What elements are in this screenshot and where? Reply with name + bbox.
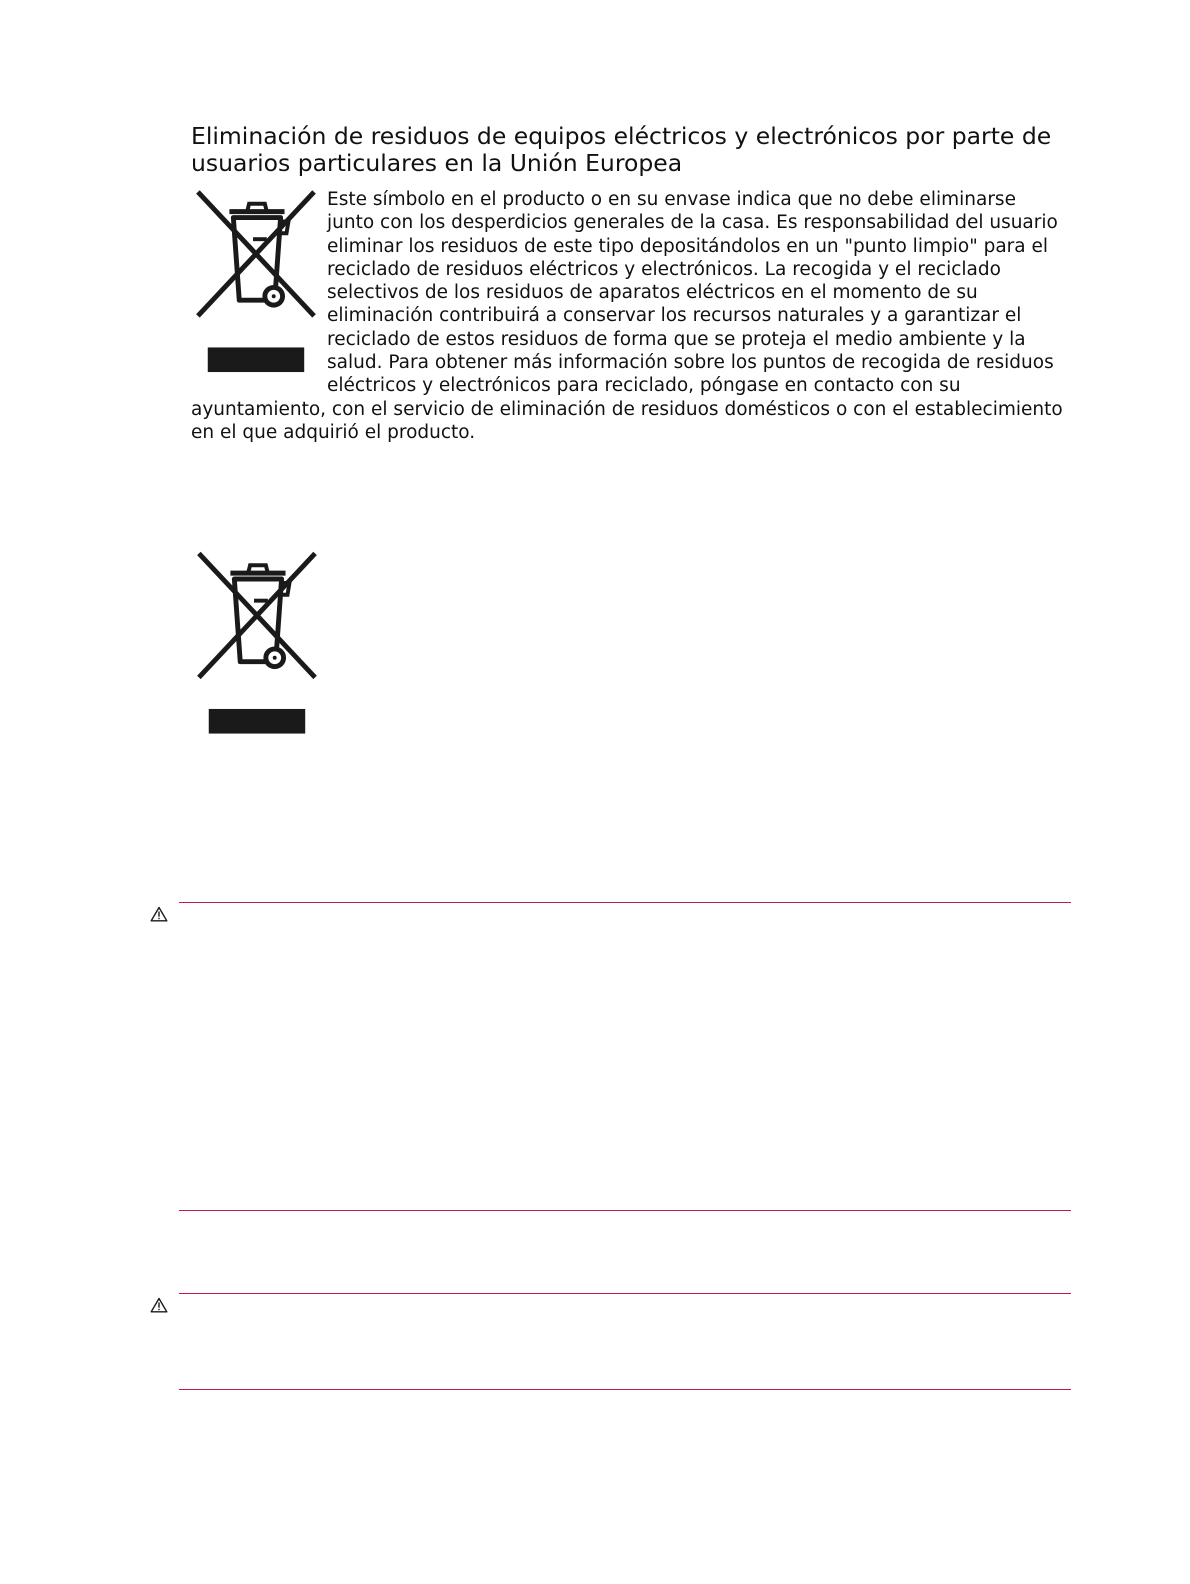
caution-box-top-rule (179, 1293, 1071, 1294)
caution-box (179, 906, 1071, 1206)
crossed-out-wheelie-bin-icon (191, 188, 319, 375)
caution-box-bottom-rule (179, 1389, 1071, 1390)
weee-notice-section (191, 188, 1063, 444)
crossed-out-wheelie-bin-icon (193, 548, 319, 738)
weee-notice-paragraph: Este símbolo en el producto o en su envase indica que no debe eliminarse junto con los desperdicios generales de la casa. Es responsabilidad del usuario eliminar los residuos de este tipo depositándolos en un "punto limpio" para el reciclado de residuos eléctricos y electrónicos. La recogida y el reciclado selectivos de los residuos de aparatos eléctricos en el momento de su eliminación contribuirá a conservar los recursos naturales y a garantizar el reciclado de estos residuos de forma que se proteja el medio ambiente y la salud. Para obtener más información sobre los puntos de recogida de residuos eléctricos y electrónicos para reciclado, póngase en contacto con su ayuntamiento, con el servicio de eliminación de residuos domésticos o con el establecimiento en el que adquirió el producto. (191, 189, 1063, 443)
caution-box-bottom-rule (179, 1210, 1071, 1211)
page-title: Eliminación de residuos de equipos eléctricos y electrónicos por parte de usuarios particulares en la Unión Europea (191, 122, 1052, 177)
warning-triangle-icon (150, 1297, 168, 1313)
caution-box-top-rule (179, 902, 1071, 903)
warning-triangle-icon (150, 906, 168, 922)
caution-box (179, 1297, 1071, 1385)
